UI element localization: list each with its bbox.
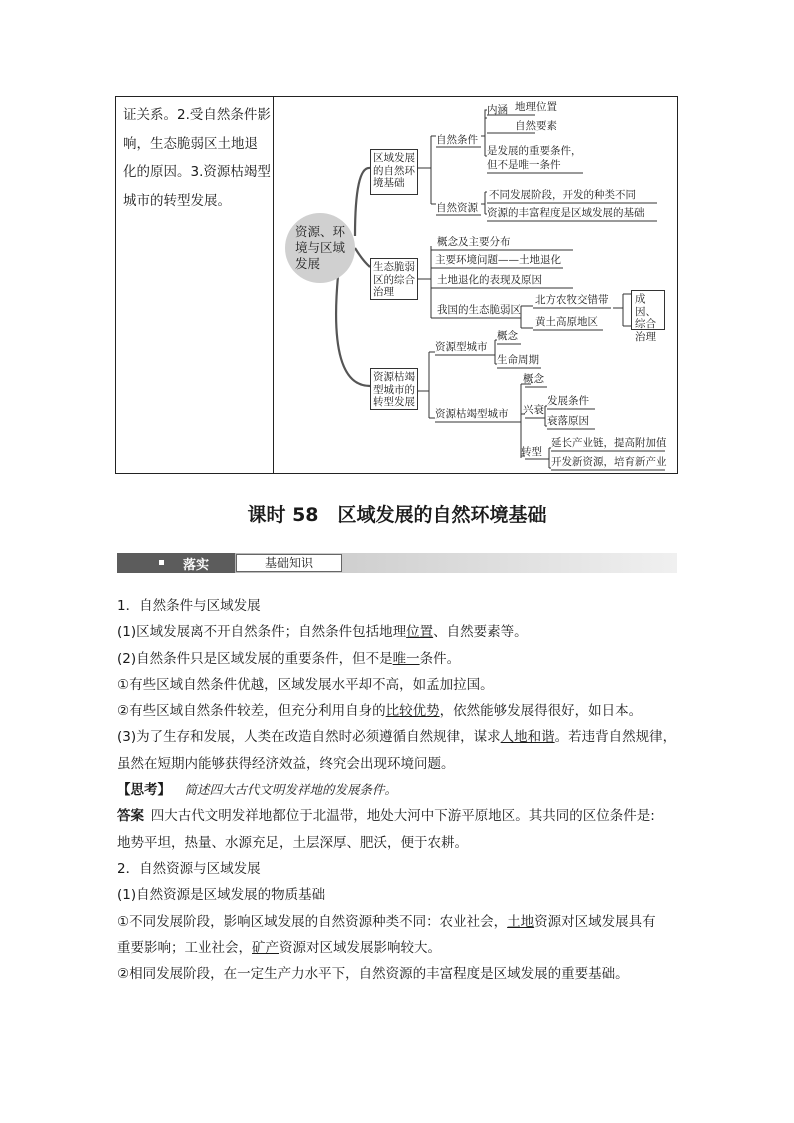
think-label: 【思考】 <box>117 782 171 799</box>
node-decline-causes: 衰落原因 <box>547 415 589 427</box>
paragraph-line: 虽然在短期内能够获得经济效益，终究会出现环境问题。 <box>117 755 455 772</box>
box-line: 的自然环 <box>373 164 415 177</box>
box-line: 成因、 <box>635 293 656 318</box>
node-natural-resources: 自然资源 <box>436 202 478 214</box>
banner-tag-bg <box>117 553 235 573</box>
box-line: 转型发展 <box>373 396 415 408</box>
node-new-resources: 开发新资源，培育新产业 <box>551 456 667 468</box>
node-degradation-cause: 土地退化的表现及原因 <box>437 274 542 286</box>
node-life-cycle: 生命周期 <box>497 354 539 366</box>
paragraph-line: ②相同发展阶段，在一定生产力水平下，自然资源的丰富程度是区域发展的重要基础。 <box>117 966 629 983</box>
paragraph-line <box>117 935 681 961</box>
mind-map <box>273 96 678 474</box>
node-north-ecotone: 北方农牧交错带 <box>535 294 609 306</box>
node-concept-distribution: 概念及主要分布 <box>437 236 511 248</box>
text: 重要影响；工业社会， <box>117 939 252 956</box>
paragraph-line <box>117 909 681 935</box>
paragraph-line: ①有些区域自然条件优越，区域发展水平却不高，如孟加拉国。 <box>117 676 494 693</box>
key-point-line: 响，生态脆弱区土地退 <box>123 135 258 152</box>
text: 。若违背自然规律， <box>554 729 677 746</box>
node-fragile-regions: 我国的生态脆弱区 <box>437 304 521 316</box>
node-transformation: 转型 <box>521 446 542 458</box>
text: 、自然要素等。 <box>433 624 528 641</box>
box-line: 区的综合 <box>373 273 415 286</box>
branch-box-ecological <box>370 258 418 300</box>
section-banner <box>117 553 677 573</box>
text: (3)为了生存和发展，人类在改造自然时必须遵循自然规律，谋求 <box>117 729 501 746</box>
box-line: 区域发展 <box>373 152 415 164</box>
section-heading: 2．自然资源与区域发展 <box>117 860 261 877</box>
node-natural-conditions: 自然条件 <box>436 134 478 146</box>
node-important-condition-2: 但不是唯一条件 <box>487 159 561 171</box>
node-resource-richness: 资源的丰富程度是区域发展的基础 <box>487 207 645 219</box>
text: (2)自然条件只是区域发展的重要条件，但不是 <box>117 650 393 667</box>
banner-label: 基础知识 <box>236 554 342 572</box>
text: ①不同发展阶段，影响区域发展的自然资源种类不同：农业社会， <box>117 913 508 930</box>
box-line: 综合 <box>635 318 656 330</box>
box-line: 治理 <box>373 286 394 298</box>
paragraph-line: (1)自然资源是区域发展的物质基础 <box>117 887 326 904</box>
node-important-condition-1: 是发展的重要条件， <box>487 145 582 157</box>
box-line: 资源枯竭 <box>373 371 415 383</box>
text: 条件。 <box>419 650 461 667</box>
node-geo-location: 地理位置 <box>515 101 557 113</box>
text: ，依然能够发展得很好，如日本。 <box>439 703 643 720</box>
paragraph-line <box>117 698 681 724</box>
answer-blank: 比较优势 <box>385 703 440 720</box>
root-line: 发展 <box>295 256 321 271</box>
node-development-conditions: 发展条件 <box>547 395 589 407</box>
key-point-line: 化的原因。3.资源枯竭型 <box>123 164 271 180</box>
answer-label: 答案 <box>117 808 144 825</box>
node-natural-elements: 自然要素 <box>515 120 557 132</box>
text: ②有些区域自然条件较差，但充分利用自身的 <box>117 703 386 720</box>
box-line: 型城市的 <box>373 383 415 396</box>
branch-box-natural-basis <box>370 149 418 195</box>
node-rise-decline: 兴衰 <box>523 404 544 416</box>
think-question <box>117 777 681 803</box>
lesson-title: 课时 58 区域发展的自然环境基础 <box>247 504 547 526</box>
box-line: 治理 <box>635 330 656 343</box>
text: 资源对区域发展影响较大。 <box>279 939 441 956</box>
paragraph-line <box>117 724 681 750</box>
node-cause-governance <box>631 290 665 343</box>
text: 资源对区域发展具有 <box>534 913 656 930</box>
answer-blank: 唯一 <box>392 650 420 667</box>
box-line: 生态脆弱 <box>373 261 415 273</box>
node-extend-chain: 延长产业链，提高附加值 <box>551 437 667 449</box>
key-points-cell <box>123 101 269 215</box>
root-line: 资源、环 <box>295 224 346 239</box>
node-resource-city: 资源型城市 <box>435 341 488 353</box>
think-text: 简述四大古代文明发祥地的发展条件。 <box>184 782 398 798</box>
branch-box-resource-city <box>370 368 418 410</box>
root-line: 境与区域 <box>295 240 346 255</box>
text: (1)区域发展离不开自然条件；自然条件包括地理 <box>117 624 407 641</box>
node-connotation: 内涵 <box>487 104 508 116</box>
answer-blank: 位置 <box>406 624 434 641</box>
paragraph-line <box>117 619 681 645</box>
square-bullet-icon <box>159 560 164 565</box>
lesson-body <box>117 593 681 987</box>
node-exhausted-city: 资源枯竭型城市 <box>435 408 509 420</box>
banner-tag: 落实 <box>183 558 210 573</box>
mind-map-root <box>285 213 355 283</box>
answer-blank: 矿产 <box>252 939 279 956</box>
answer-line <box>117 803 681 829</box>
answer-blank: 土地 <box>507 913 535 930</box>
answer-line: 地势平坦，热量、水源充足，土层深厚、肥沃，便于农耕。 <box>117 834 468 851</box>
answer-blank: 人地和谐 <box>500 729 555 746</box>
node-resource-types: 不同发展阶段，开发的种类不同 <box>489 189 636 201</box>
box-line: 境基础 <box>373 177 405 189</box>
section-heading: 1．自然条件与区域发展 <box>117 598 261 614</box>
key-point-line: 城市的转型发展。 <box>123 192 231 209</box>
paragraph-line <box>117 646 681 672</box>
node-concept: 概念 <box>497 330 518 342</box>
node-concept-2: 概念 <box>523 373 544 385</box>
text: 四大古代文明发祥地都位于北温带，地处大河中下游平原地区。其共同的区位条件是: <box>150 808 655 825</box>
node-main-problem: 主要环境问题——土地退化 <box>435 254 561 266</box>
node-loess-plateau: 黄土高原地区 <box>535 316 598 328</box>
key-point-line: 证关系。2.受自然条件影 <box>123 107 271 123</box>
